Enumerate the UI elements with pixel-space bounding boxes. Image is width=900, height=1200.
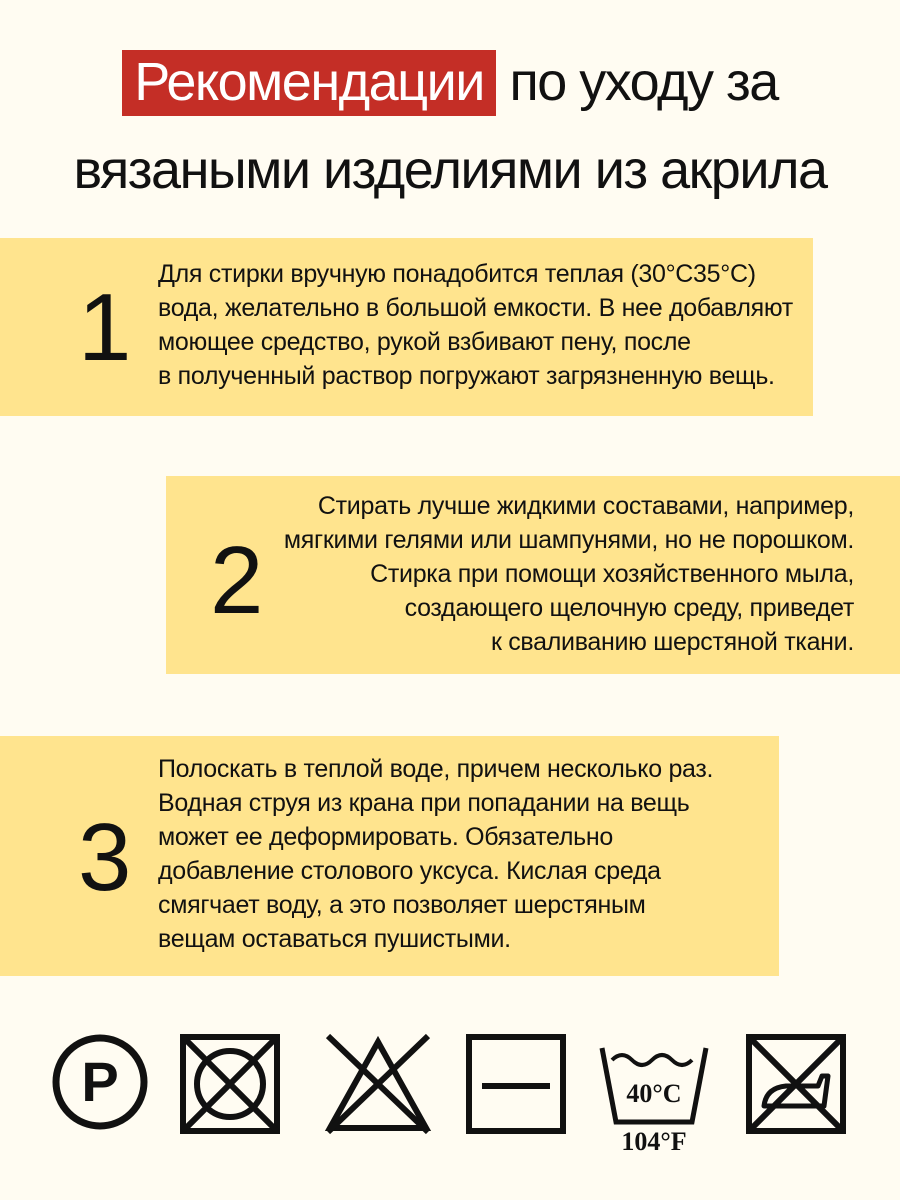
step-number-3: 3 — [78, 804, 132, 911]
do-not-bleach-icon — [322, 1032, 434, 1136]
wash-temp-celsius: 40°C — [626, 1079, 682, 1108]
dry-clean-letter: P — [81, 1050, 119, 1113]
title-rest: по уходу за — [509, 52, 778, 112]
professional-dry-clean-icon — [50, 1032, 150, 1132]
title-line-2: вязаными изделиями из акрила — [73, 140, 827, 200]
step-text-1: Для стирки вручную понадобится теплая (30°C35°C) вода, желательно в большой емкости. В нее добавляют моющее средство, рукой взбивают пену, после в полученный раствор погружают загрязненную вещь. — [158, 260, 793, 390]
step-number-1: 1 — [78, 274, 132, 381]
title-highlight: Рекомендации — [122, 50, 496, 116]
do-not-iron-icon — [744, 1032, 848, 1136]
do-not-tumble-dry-icon — [178, 1032, 282, 1136]
step-number-2: 2 — [210, 527, 264, 634]
title-line-1 — [0, 46, 900, 118]
step-text-2: Стирать лучше жидкими составами, например, мягкими гелями или шампунями, но не порошком. Стирка при помощи хозяйственного мыла, создающего щелочную среду, приведет к сваливанию шерстяной ткани. — [283, 492, 854, 656]
step-text-3: Полоскать в теплой воде, причем несколько раз. Водная струя из крана при попадании на вещь может ее деформировать. Обязательно добавление столового уксуса. Кислая среда смягчает воду, а это позволяет шерстяным вещам оставаться пушистыми. — [158, 755, 714, 953]
wash-temp-fahrenheit: 104°F — [621, 1127, 687, 1156]
wash-40-icon — [594, 1026, 714, 1156]
dry-flat-icon — [464, 1032, 568, 1136]
